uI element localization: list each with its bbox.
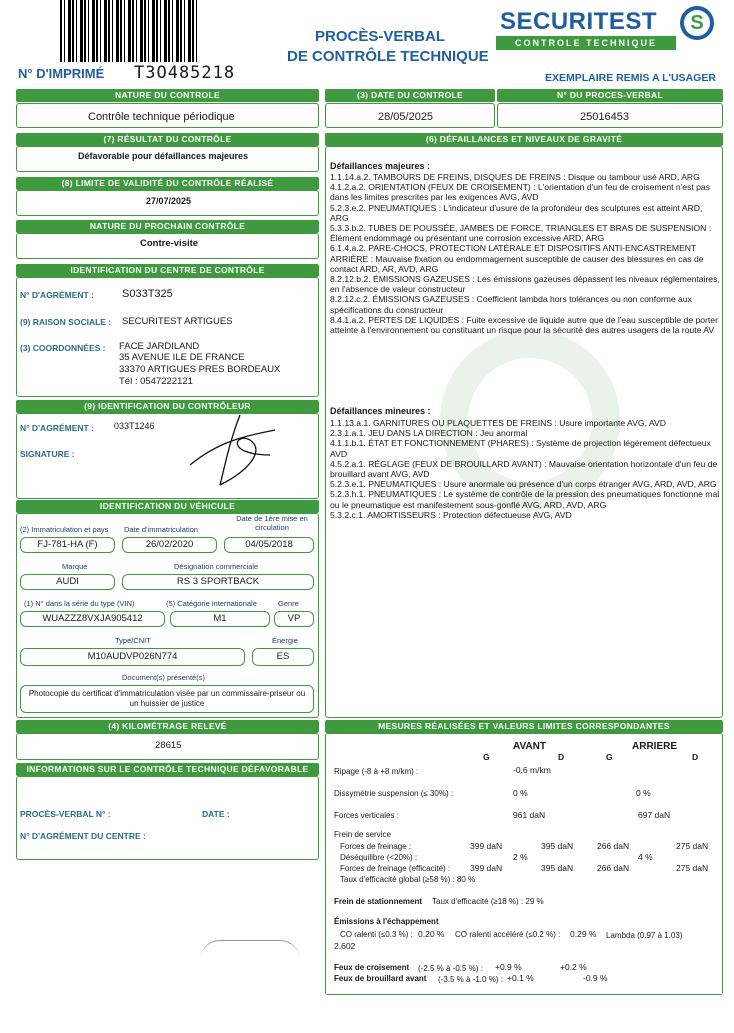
resultat-header: (7) RÉSULTAT DU CONTRÔLE [16,133,319,146]
defaillance-item: 8.2.12.b.2. ÉMISSIONS GAZEUSES : Les émissions gazeuses dépassent les niveaux réglementaires, en l'absence de valeur constructeur [330,274,720,295]
deseq-av: 2 % [513,852,528,862]
signature-label: SIGNATURE : [20,449,75,459]
logo-subtitle: CONTROLE TECHNIQUE [496,36,676,50]
avant-d: D [558,752,565,762]
vin-field: WUAZZZ8VXJA905412 [20,611,165,627]
coord-label: (3) COORDONNÉES : [20,343,106,353]
centre-header: IDENTIFICATION DU CENTRE DE CONTRÔLE [16,264,319,277]
ripage-value: -0.6 m/km [513,765,551,775]
km-value: 28615 [155,740,182,751]
forces-ar: 697 daN [638,810,671,820]
defaillances-header: (6) DÉFAILLANCES ET NIVEAUX DE GRAVITÉ [325,133,723,146]
imprime-number: T3O485218 [134,63,236,83]
addr-tel: Tél : 0547222121 [119,376,193,387]
lambda-label: Lambda (0.97 à 1.03) [606,931,683,940]
brouillard-lim: (-3.5 % à -1.0 %) : [438,975,503,984]
barcode [60,0,200,62]
majeures-list [330,172,720,335]
croisement-lim: (-2.5 % à -0.5 %) : [418,964,483,973]
arriere-d: D [692,752,699,762]
energie-field: ES [252,648,314,666]
ripage-label: Ripage (-8 à +8 m/km) : [334,767,419,776]
mineures-title: Défaillances mineures : [330,406,431,416]
f-arg: 266 daN [597,841,630,851]
emissions-label: Émissions à l'échappement [334,917,439,926]
defav-date-label: DATE : [202,809,230,819]
defaillance-item: 5.3.3.b.2. TUBES DE POUSSÉE, JAMBES DE FORCE, TRIANGLES ET BRAS DE SUSPENSION : Élément endommagé ou présentant une corrosion excessive ARD, ARG [330,223,712,244]
majeures-title: Défaillances majeures : [330,161,431,171]
genre-field: VP [274,611,314,627]
dissym-ar: 0 % [636,788,651,798]
controleur-header: (9) IDENTIFICATION DU CONTRÔLEUR [16,400,319,413]
co-acc-label: CO ralenti accéléré (≤0.2 %) : [455,930,561,939]
f-avd: 395 daN [541,841,574,851]
categorie-label: (5) Catégorie internationale [166,599,257,608]
securitest-logo: SECURITEST [500,8,658,35]
addr-line1: FACE JARDILAND [119,341,200,352]
croisement-d: +0.2 % [560,962,587,972]
e-arg: 266 daN [597,863,630,873]
defaillance-item: 4.1.2.a.2. ORIENTATION (FEUX DE CROISEMENT) : L'orientation d'un feu de croisement n'est pas dans les limites prescrites par les exigences AVG, AVD [330,182,711,203]
centre-agrement-label: N° D'AGRÉMENT : [20,290,94,300]
lambda-value: 2.602 [334,941,356,951]
nature-header: NATURE DU CONTROLE [16,89,319,102]
defaillance-item: 5.2.3.e.2. PNEUMATIQUES : L'indicateur d'usure de la profondeur des sculptures est atteint ARD, ARG [330,202,703,223]
desequilibre-label: Déséquilibre (<20%) : [340,853,418,862]
f-ard: 275 daN [676,841,709,851]
signature-scribble [180,410,300,490]
brouillard-g: +0.1 % [507,973,534,983]
service-label: Frein de service [334,830,391,839]
avant-g: G [483,752,490,762]
date-value: 28/05/2025 [378,111,434,123]
controleur-agrement-label: N° D'AGRÉMENT : [20,423,94,433]
resultat-value: Défavorable pour défaillances majeures [78,151,249,161]
pv-header: N° DU PROCES-VERBAL [497,89,723,102]
date-immat-field: 26/02/2020 [122,537,217,553]
raison-label: (9) RAISON SOCIALE : [20,317,112,327]
premiere-label: Date de 1ère mise en circulation [236,514,308,532]
vehicule-header: IDENTIFICATION DU VÉHICULE [16,500,319,513]
defav-pv-label: PROCÈS-VERBAL N° : [20,809,111,819]
croisement-g: +0.9 % [495,962,522,972]
defaillance-item: 4.5.2.a.1. RÉGLAGE (FEUX DE BROUILLARD AVANT) : Mauvaise orientation horizontale d'un feu de brouillard avant AVG, AVD [330,458,718,480]
dissym-av: 0 % [513,788,528,798]
defaillance-item: 5.3.2.c.1. AMORTISSEURS : Protection défectueuse AVG, AVD [330,509,572,520]
e-avd: 395 daN [541,863,574,873]
addr-line2: 35 AVENUE ILE DE FRANCE [119,352,245,363]
brouillard-d: -0.9 % [583,973,608,983]
deseq-ar: 4 % [638,852,653,862]
defaillance-item: 1.1.14.a.2. TAMBOURS DE FREINS, DISQUES DE FREINS : Disque ou tambour usé ARD, ARG [330,172,700,182]
co-value: 0.20 % [418,929,445,939]
copy-notice: EXEMPLAIRE REMIS A L'USAGER [545,72,716,84]
categorie-field: M1 [170,611,270,627]
forces-label: Forces verticales : [334,811,399,820]
pv-value: 25016453 [580,111,629,123]
energie-label: Énergie [272,636,298,645]
logo-circle-icon: S [680,6,714,40]
freinage-label: Forces de freinage : [340,842,412,851]
documents-field: Photocopie du certificat d'immatriculation visée par un commissaire-priseur ou un huissier de justice [20,685,314,713]
title-line2: DE CONTRÔLE TECHNIQUE [287,48,489,65]
stationnement-value: Taux d'efficacité (≥18 %) : 29 % [432,897,544,906]
immat-label: (2) Immatriculation et pays [20,525,109,534]
genre-label: Genre [278,599,299,608]
immat-field: FJ-781-HA (F) [20,537,115,553]
documents-label: Document(s) présenté(s) [122,673,205,682]
vin-label: (1) N° dans la série du type (VIN) [24,599,135,608]
title-line1: PROCÈS-VERBAL [315,28,446,45]
stamp-corner-mark [200,940,300,1010]
prochain-value: Contre-visite [140,238,199,249]
date-header: (3) DATE DU CONTROLE [325,89,495,102]
e-avg: 399 daN [470,863,503,873]
defaillance-item: 2.3.1.a.1. JEU DANS LA DIRECTION : Jeu anormal [330,428,528,439]
defaillance-item: 8.4.1.a.2. PERTES DE LIQUIDES : Fuite excessive de liquide autre que de l'eau susceptible de porter atteinte à l'environnement ou constituant un risque pour la sécurité des autres usagers de la route AV [330,314,718,336]
co-acc-value: 0.29 % [570,929,597,939]
defaillance-item: 5.2.3.h.1. PNEUMATIQUES : Le système de contrôle de la pression des pneumatiques fonctionne mal ou le pneumatique est manifestement sous-gonflé AVG, ARD, AVD, ARG [330,489,720,510]
mesures-header: MESURES RÉALISÉES ET VALEURS LIMITES CORRESPONDANTES [325,720,723,733]
avant-label: AVANT [513,741,546,752]
arriere-label: ARRIERE [632,741,678,752]
type-label: Type/CNIT [115,636,151,645]
prochain-header: NATURE DU PROCHAIN CONTRÔLE [16,220,319,233]
designation-field: RS 3 SPORTBACK [122,574,314,590]
forces-av: 961 daN [513,810,546,820]
addr-line3: 33370 ARTIGUES PRES BORDEAUX [119,364,281,375]
arriere-g: G [606,752,613,762]
efficacite-label: Forces de freinage (efficacité) : [340,864,451,873]
e-ard: 275 daN [676,863,709,873]
raison-value: SECURITEST ARTIGUES [122,316,233,327]
croisement-label: Feux de croisement [334,963,410,972]
type-field: M10AUDVP026N774 [20,648,245,666]
defaillance-item: 4.1.1.b.1. ÉTAT ET FONCTIONNEMENT (PHARES) : Système de projection légèrement défectueux AVD [330,438,711,459]
defav-agrement-label: N° D'AGRÉMENT DU CENTRE : [20,831,146,841]
centre-agrement: S033T325 [122,288,173,300]
km-header: (4) KILOMÉTRAGE RELEVÉ [16,720,319,733]
defaillance-item: 5.2.3.e.1. PNEUMATIQUES : Usure anormale ou présence d'un corps étranger AVG, ARD, AVD, ARG [330,479,717,490]
defaillance-item: 6.1.4.a.2. PARE-CHOCS, PROTECTION LATÉRALE ET DISPOSITIFS ANTI-ENCASTREMENT ARRIÈRE : Mauvaise fixation ou endommagement susceptible de causer des blessures en cas de contact ARD, AR, AVD, ARG [330,243,704,274]
premiere-field: 04/05/2018 [224,537,314,553]
taux-label: Taux d'efficacité global (≥58 %) : 80 % [340,875,476,884]
brouillard-label: Feux de brouillard avant [334,974,427,983]
limite-value: 27/07/2025 [146,196,192,206]
controleur-agrement: 033T1246 [114,421,155,431]
co-label: CO ralenti (≤0.3 %) : [340,930,413,939]
marque-field: AUDI [20,574,115,590]
f-avg: 399 daN [470,841,503,851]
marque-label: Marque [62,562,88,571]
defaillance-item: 1.1.13.a.1. GARNITURES OU PLAQUETTES DE FREINS : Usure importante AVG, AVD [330,418,666,428]
imprime-label: N° D'IMPRIMÉ [18,66,105,81]
defaillance-item: 8.2.12.c.2. ÉMISSIONS GAZEUSES : Coefficient lambda hors tolérances ou non conforme aux spécifications du constructeur [330,294,692,315]
nature-value: Contrôle technique périodique [88,111,235,123]
mineures-list [330,418,720,520]
date-immat-label: Date d'immatriculation [124,525,198,534]
dissym-label: Dissymétrie suspension (≤ 30%) : [334,789,454,798]
limite-header: (8) LIMITE DE VALIDITÉ DU CONTRÔLE RÉALISÉ [16,177,319,190]
stationnement-label: Frein de stationnement [334,897,423,906]
designation-label: Désignation commerciale [174,562,259,571]
defav-header: INFORMATIONS SUR LE CONTRÔLE TECHNIQUE DÉFAVORABLE [16,763,319,776]
